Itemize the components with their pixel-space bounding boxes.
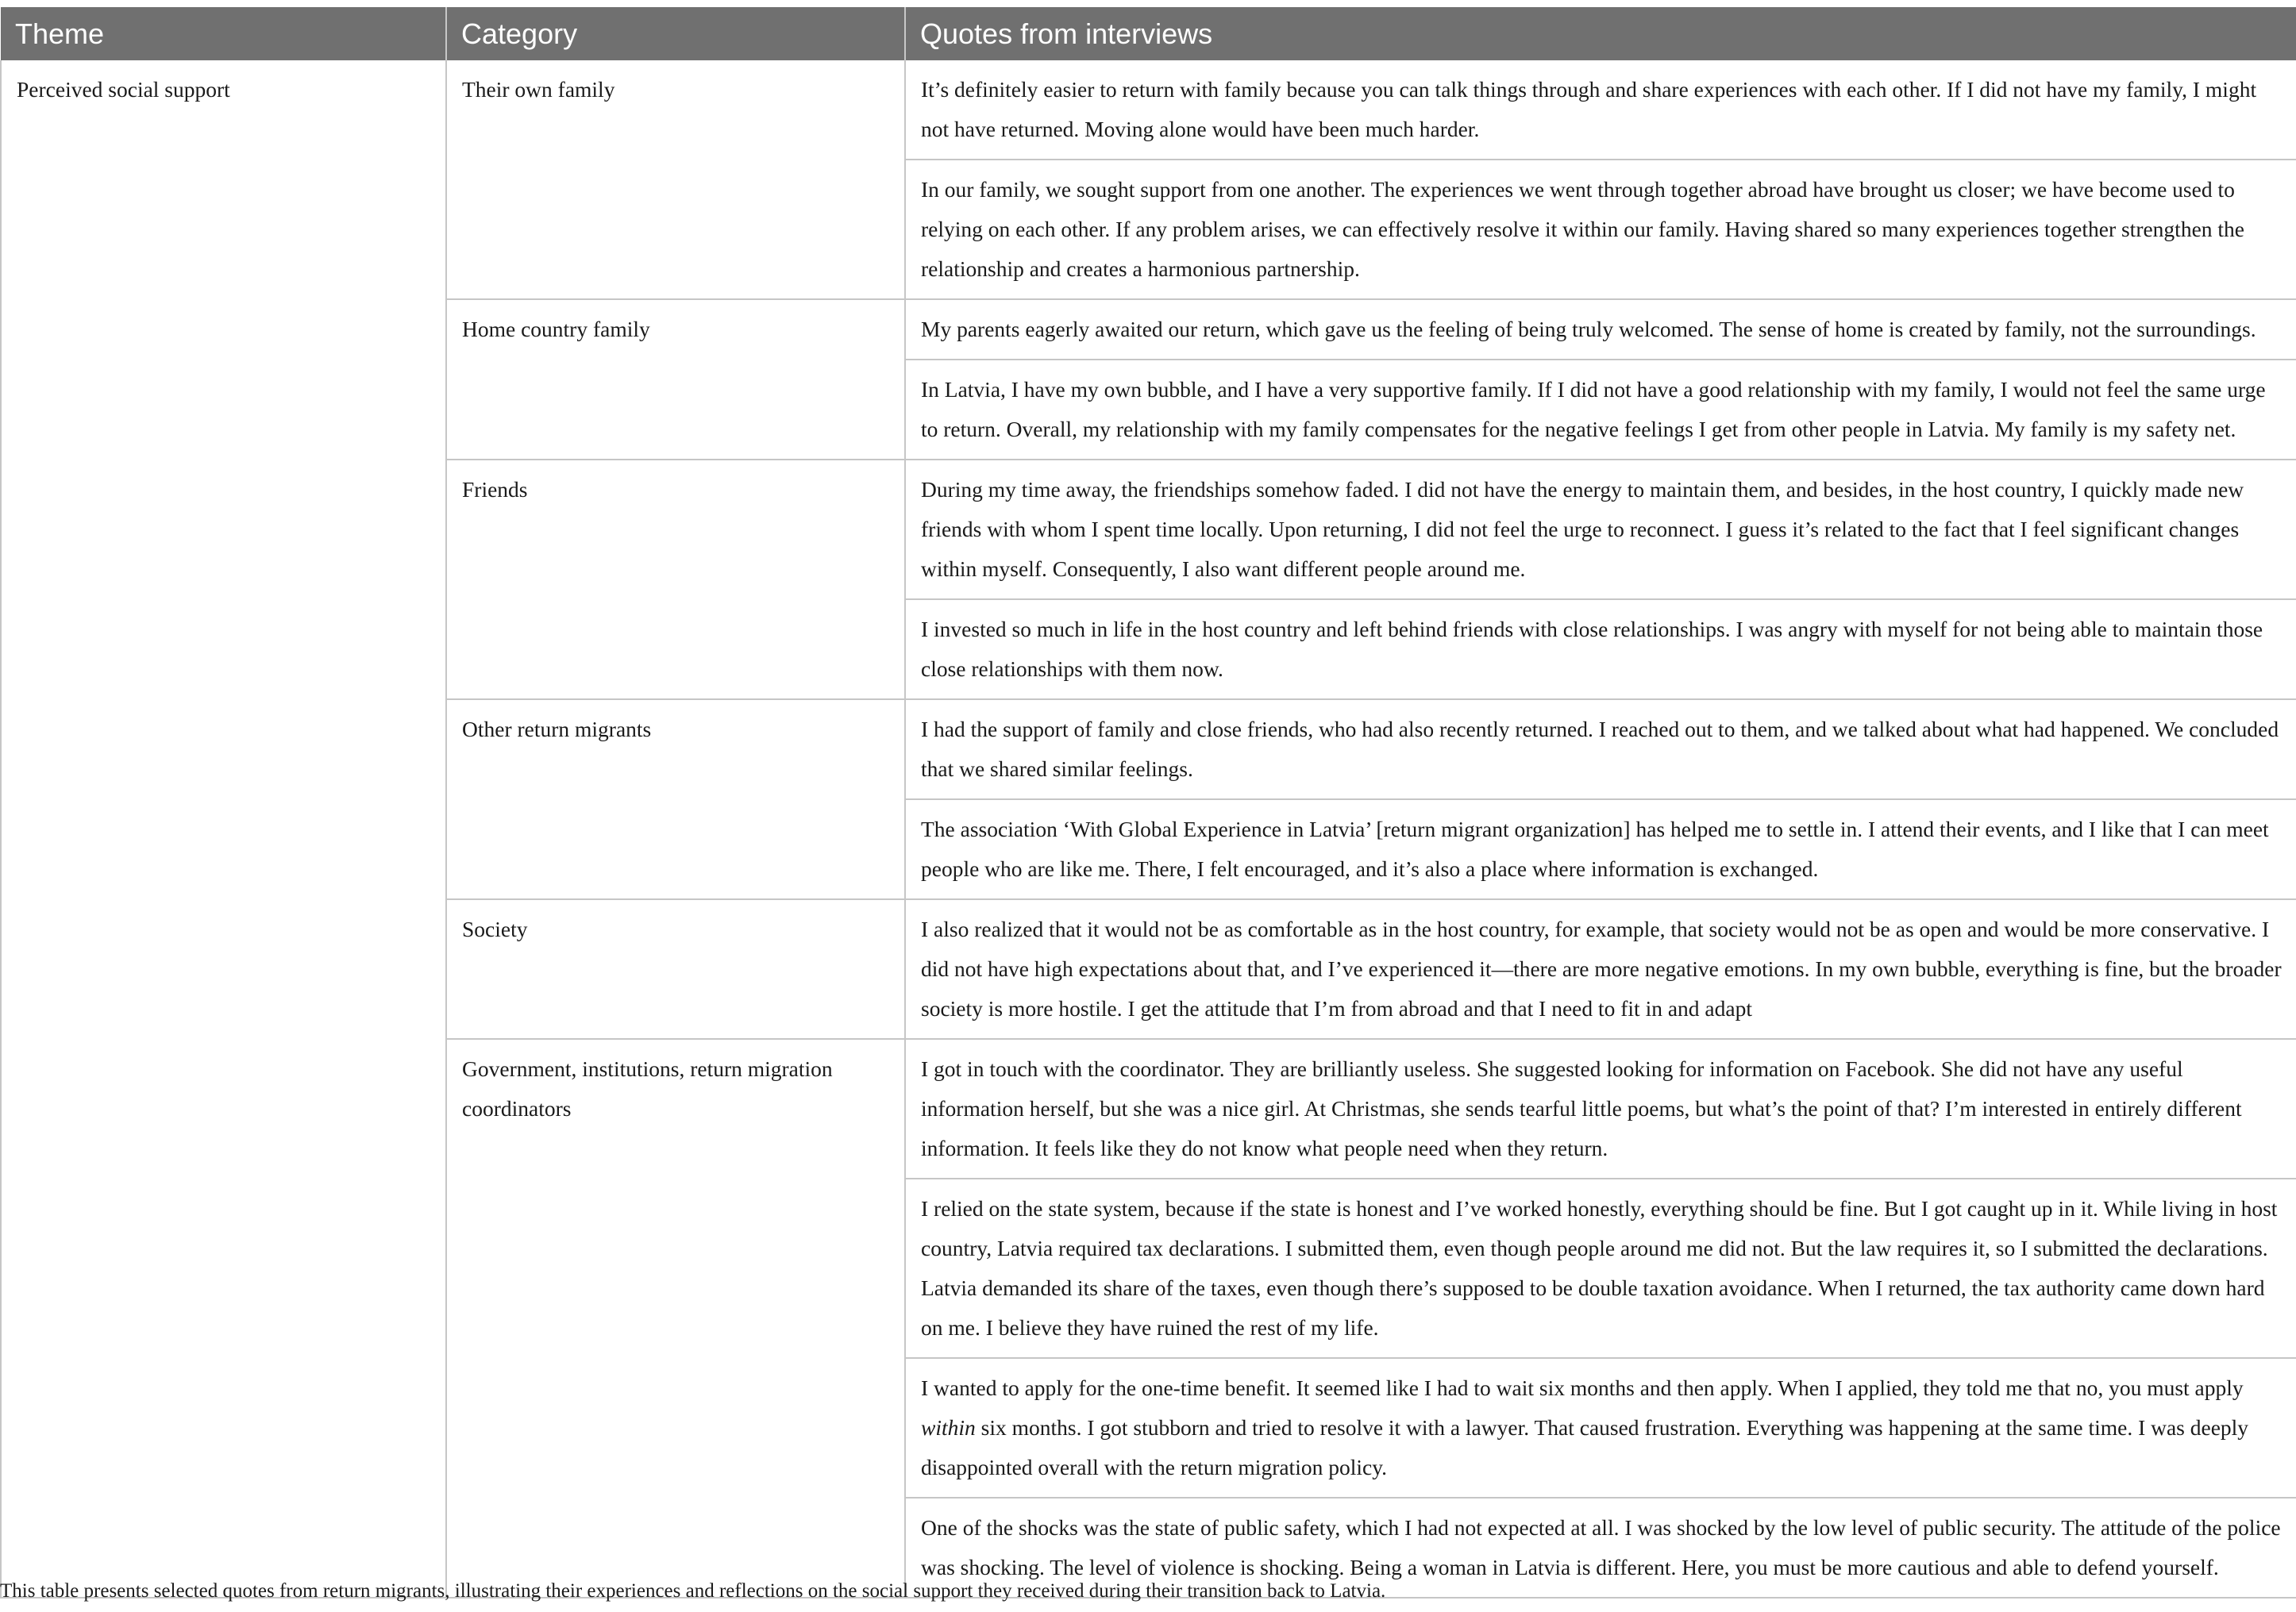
category-cell-society: Society	[446, 899, 905, 1039]
quote-cell: The association ‘With Global Experience in Latvia’ [return migrant organization] has helped me to settle in. I attend their events, and I like that I can meet people who are like me. There, I felt encouraged, and it’s also a place where information is exchanged.	[905, 799, 2296, 899]
quote-cell: In our family, we sought support from one another. The experiences we went through together abroad have brought us closer; we have become used to relying on each other. If any problem arises, we can effectively resolve it within our family. Having shared so many experiences together strengthen the relationship and creates a harmonious partnership.	[905, 160, 2296, 299]
quote-emphasis: within	[921, 1415, 976, 1440]
header-quotes: Quotes from interviews	[905, 7, 2296, 60]
header-category: Category	[446, 7, 905, 60]
quote-text-part: six months. I got stubborn and tried to resolve it with a lawyer. That caused frustration. Everything was happening at the same time. I was deeply disappointed overall with the return migration policy.	[921, 1415, 2249, 1479]
quote-cell: I relied on the state system, because if the state is honest and I’ve worked honestly, everything should be fine. But I got caught up in it. While living in host country, Latvia required tax declarations. I submitted them, even though people around me did not. But the law requires it, so I submitted the declarations. Latvia demanded its share of the taxes, even though there’s supposed to be double taxation avoidance. When I returned, the tax authority came down hard on me. I believe they have ruined the rest of my life.	[905, 1179, 2296, 1358]
table-row	[1, 60, 2296, 160]
header-theme: Theme	[1, 7, 446, 60]
quote-text-part: I wanted to apply for the one-time benefit. It seemed like I had to wait six months and then apply. When I applied, they told me that no, you must apply	[921, 1375, 2244, 1400]
quote-cell: I also realized that it would not be as comfortable as in the host country, for example, that society would not be as open and would be more conservative. I did not have high expectations about that, and I’ve experienced it—there are more negative emotions. In my own bubble, everything is fine, but the broader society is more hostile. I get the attitude that I’m from abroad and that I need to fit in and adapt	[905, 899, 2296, 1039]
quote-cell: I had the support of family and close friends, who had also recently returned. I reached out to them, and we talked about what had happened. We concluded that we shared similar feelings.	[905, 699, 2296, 799]
quote-cell: I invested so much in life in the host country and left behind friends with close relationships. I was angry with myself for not being able to maintain those close relationships with them now.	[905, 599, 2296, 699]
category-cell-government: Government, institutions, return migration coordinators	[446, 1039, 905, 1598]
category-cell-friends: Friends	[446, 460, 905, 699]
table-body	[1, 60, 2296, 1598]
quotes-table	[0, 7, 2296, 1599]
table-footnote: This table presents selected quotes from return migrants, illustrating their experiences and reflections on the social support they received during their transition back to Latvia.	[0, 1580, 1386, 1602]
quote-cell-benefit	[905, 1358, 2296, 1498]
category-cell-own-family: Their own family	[446, 60, 905, 299]
quote-cell: In Latvia, I have my own bubble, and I have a very supportive family. If I did not have a good relationship with my family, I would not feel the same urge to return. Overall, my relationship with my family compensates for the negative feelings I get from other people in Latvia. My family is my safety net.	[905, 360, 2296, 460]
category-cell-other-return-migrants: Other return migrants	[446, 699, 905, 899]
theme-cell: Perceived social support	[1, 60, 446, 1598]
quote-cell: My parents eagerly awaited our return, which gave us the feeling of being truly welcomed. The sense of home is created by family, not the surroundings.	[905, 299, 2296, 360]
quote-cell: It’s definitely easier to return with family because you can talk things through and share experiences with each other. If I did not have my family, I might not have returned. Moving alone would have been much harder.	[905, 60, 2296, 160]
quote-cell: I got in touch with the coordinator. They are brilliantly useless. She suggested looking for information on Facebook. She did not have any useful information herself, but she was a nice girl. At Christmas, she sends tearful little poems, but what’s the point of that? I’m interested in entirely different information. It feels like they do not know what people need when they return.	[905, 1039, 2296, 1179]
quotes-table-container	[0, 7, 2296, 1599]
category-cell-home-country-family: Home country family	[446, 299, 905, 460]
header-row	[1, 7, 2296, 60]
quote-cell: During my time away, the friendships somehow faded. I did not have the energy to maintain them, and besides, in the host country, I quickly made new friends with whom I spent time locally. Upon returning, I did not feel the urge to reconnect. I guess it’s related to the fact that I feel significant changes within myself. Consequently, I also want different people around me.	[905, 460, 2296, 599]
table-header	[1, 7, 2296, 60]
quote-cell: One of the shocks was the state of public safety, which I had not expected at all. I was shocked by the low level of public security. The attitude of the police was shocking. The level of violence is shocking. Being a woman in Latvia is different. Here, you must be more cautious and able to defend yourself.	[905, 1498, 2296, 1598]
